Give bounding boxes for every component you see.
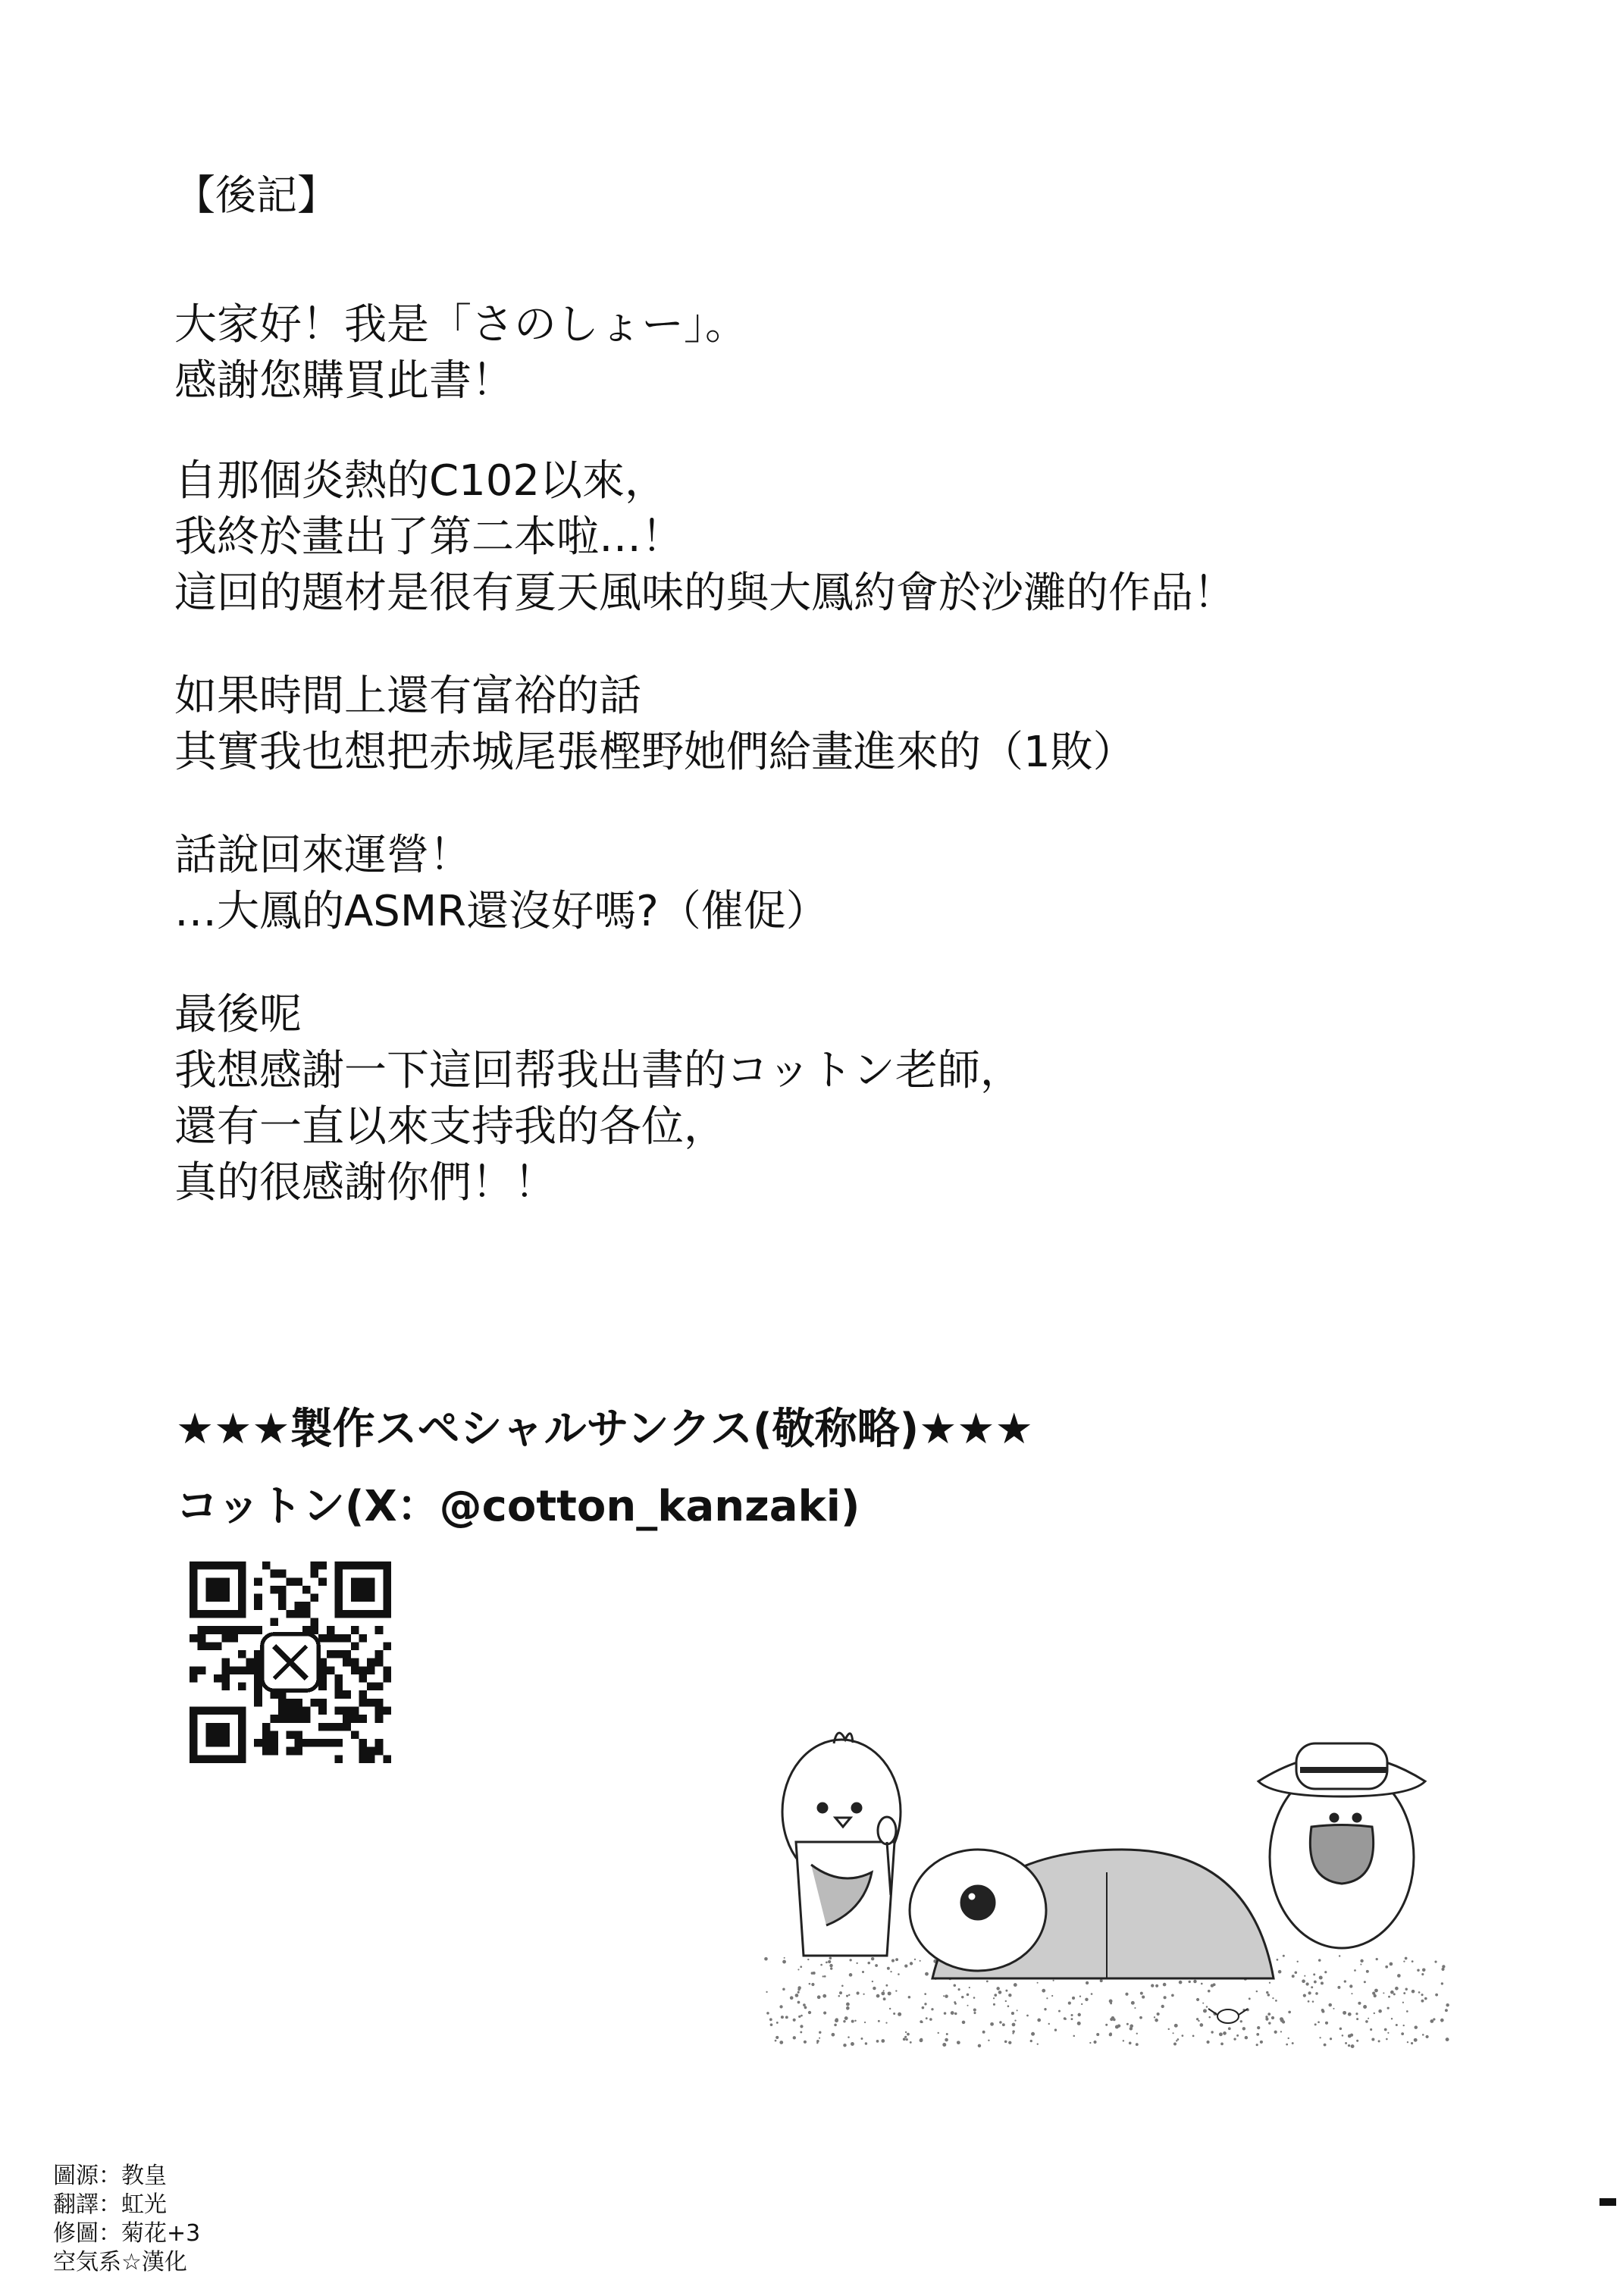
credit-line: 翻譯：虹光 xyxy=(53,2191,167,2218)
text-line: 感謝您購買此書！ xyxy=(174,356,514,406)
text-line: 如果時間上還有富裕的話 xyxy=(174,672,641,721)
credit-line: 圖源：教皇 xyxy=(53,2163,167,2189)
asmr-paragraph xyxy=(174,828,829,940)
chick-mascot xyxy=(782,1733,901,1956)
qr-code xyxy=(190,1561,391,1763)
credit-line: 空気系☆漢化 xyxy=(53,2249,187,2276)
hat-mascot xyxy=(1258,1743,1425,1948)
text-line: 我想感謝一下這回帮我出書的コットン老師， xyxy=(174,1046,1023,1095)
text-line: 還有一直以來支持我的各位， xyxy=(174,1102,726,1151)
x-logo-icon xyxy=(262,1634,318,1690)
text-line: 自那個炎熱的C102以來， xyxy=(174,456,667,506)
text-line: 其實我也想把赤城尾張樫野她們給畫進來的（1敗） xyxy=(174,728,1136,777)
special-thanks-name: コットン(X：@cotton_kanzaki) xyxy=(176,1482,860,1531)
text-line: 大家好！我是「さのしょー」。 xyxy=(174,300,747,349)
beach-mascots-illustration xyxy=(750,1728,1478,2054)
greeting-paragraph xyxy=(174,297,747,409)
afterword-heading: 【後記】 xyxy=(174,171,338,219)
buried-mascot xyxy=(910,1850,1274,1978)
text-line: 話說回來運營！ xyxy=(174,831,472,880)
text-line: 這回的題材是很有夏天風味的與大鳳約會於沙灘的作品！ xyxy=(174,569,1236,618)
credit-line: 修圖：菊花+3 xyxy=(53,2220,201,2247)
wish-paragraph xyxy=(174,669,1136,781)
topic-paragraph xyxy=(174,453,1236,622)
text-line: 真的很感謝你們！！ xyxy=(174,1158,556,1208)
text-line: 我終於畫出了第二本啦…！ xyxy=(174,512,684,562)
scanlation-credits xyxy=(53,2162,200,2277)
text-line: 最後呢 xyxy=(174,990,302,1039)
page-edge-mark xyxy=(1600,2198,1616,2206)
closing-paragraph xyxy=(174,987,1023,1211)
text-line: …大鳳的ASMR還沒好嗎?（催促） xyxy=(174,887,829,936)
special-thanks-title: ★★★製作スペシャルサンクス(敬称略)★★★ xyxy=(176,1405,1033,1454)
